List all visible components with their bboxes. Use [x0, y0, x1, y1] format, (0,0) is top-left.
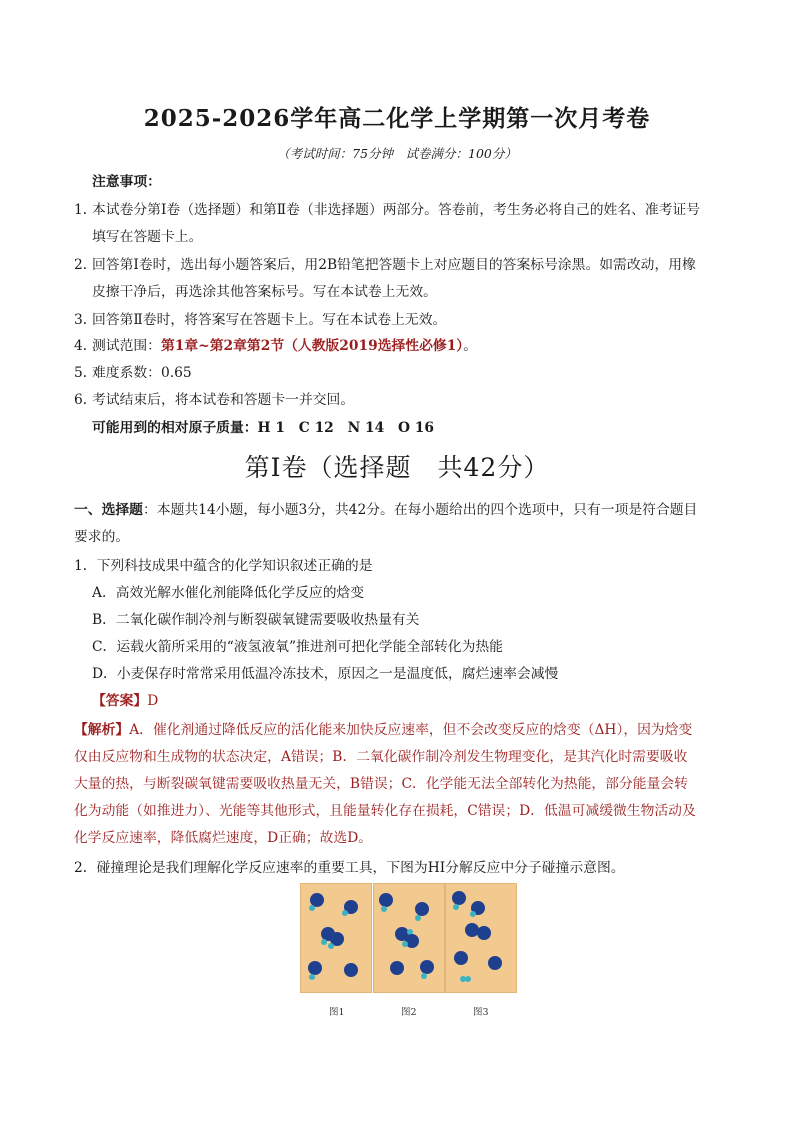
hi-molecule	[415, 902, 429, 921]
question-1-answer	[92, 691, 158, 711]
hi-molecule	[452, 891, 466, 910]
question-1-option-d: D．小麦保存时常常采用低温冷冻技术，原因之一是温度低，腐烂速率会减慢	[92, 666, 559, 682]
notice-2-number: 2．	[74, 257, 97, 273]
hi-molecule	[488, 956, 502, 970]
collision-figure-2	[373, 883, 445, 993]
notice-2-line-1: 回答第Ⅰ卷时，选出每小题答案后，用2B铅笔把答题卡上对应题目的答案标号涂黑。如需改动，用橡	[92, 257, 696, 273]
collision-figure-3	[445, 883, 517, 993]
question-1-stem: 1．下列科技成果中蕴含的化学知识叙述正确的是	[74, 558, 373, 574]
section-intro-line-1	[74, 500, 697, 520]
notice-3-line-1: 回答第Ⅱ卷时，将答案写在答题卡上。写在本试卷上无效。	[92, 312, 447, 328]
question-1-option-b: B．二氧化碳作制冷剂与断裂碳氧键需要吸收热量有关	[92, 612, 420, 628]
hi-molecule	[344, 963, 358, 977]
section-intro-label: 一、选择题	[74, 502, 143, 518]
answer-label: 【答案】	[92, 693, 148, 709]
section-title: 第Ⅰ卷（选择题 共42分）	[244, 453, 550, 482]
h2-molecule	[460, 976, 471, 982]
figure-3-molecules	[446, 884, 516, 992]
hi-molecule	[420, 960, 434, 979]
hi-molecule	[308, 961, 322, 980]
test-scope-value: 第1章~第2章第2节（人教版2019选择性必修1）	[160, 338, 464, 354]
exam-subtitle: （考试时间：75分钟 试卷满分：100分）	[277, 146, 517, 161]
figure-2-caption: 图2	[401, 1007, 417, 1018]
notice-6-number: 6．	[74, 392, 97, 408]
figure-3-caption: 图3	[473, 1007, 489, 1018]
analysis-line-5: 化学反应速率，降低腐烂速度，D正确；故选D。	[74, 830, 373, 846]
notice-6-line-1: 考试结束后，将本试卷和答题卡一并交回。	[92, 392, 355, 408]
test-scope-suffix: 。	[463, 338, 477, 354]
notice-4-line	[92, 336, 477, 356]
notice-4-number: 4．	[74, 338, 97, 354]
notice-1-line-1: 本试卷分第Ⅰ卷（选择题）和第Ⅱ卷（非选择题）两部分。答卷前，考生务必将自己的姓名、准考证号	[92, 202, 701, 218]
collision-figure-1	[300, 883, 372, 993]
analysis-text-1: A．催化剂通过降低反应的活化能来加快反应速率，但不会改变反应的焓变（ΔH），因为焓变	[129, 722, 693, 738]
atomic-masses: 可能用到的相对原子质量：H 1 C 12 N 14 O 16	[92, 420, 435, 436]
question-1-option-a: A．高效光解水催化剂能降低化学反应的焓变	[92, 585, 365, 601]
answer-value: D	[147, 693, 159, 709]
hi-molecule	[465, 923, 479, 937]
analysis-line-3: 大量的热，与断裂碳氧键需要吸收热量无关，B错误；C．化学能无法全部转化为热能，部分能量会转	[74, 776, 688, 792]
figure-1-molecules	[301, 884, 371, 992]
analysis-line-4: 化为动能（如推进力）、光能等其他形式，且能量转化存在损耗，C错误；D．低温可减缓微生物活动及	[74, 803, 696, 819]
hi-molecule	[470, 901, 485, 917]
notice-5-line-1: 难度系数：0.65	[92, 365, 192, 381]
exam-title: 2025-2026学年高二化学上学期第一次月考卷	[143, 105, 651, 132]
section-intro-line-2: 要求的。	[74, 529, 130, 545]
notice-2-line-2: 皮擦干净后，再选涂其他答案标号。写在本试卷上无效。	[92, 284, 437, 300]
question-1-option-c: C．运载火箭所采用的“液氢液氧”推进剂可把化学能全部转化为热能	[92, 639, 503, 655]
figure-2-molecules	[374, 884, 444, 992]
analysis-line-2: 仅由反应物和生成物的状态决定，A错误；B．二氧化碳作制冷剂发生物理变化，是其汽化时需要吸收	[74, 749, 688, 765]
analysis-label: 【解析】	[74, 722, 130, 738]
hi-molecule	[454, 951, 468, 965]
section-intro-text: ：本题共14小题，每小题3分，共42分。在每小题给出的四个选项中，只有一项是符合题目	[142, 502, 698, 518]
analysis-line-1	[74, 720, 692, 740]
question-2-stem: 2．碰撞理论是我们理解化学反应速率的重要工具，下图为HI分解反应中分子碰撞示意图。	[74, 860, 625, 876]
test-scope-label: 测试范围：	[92, 338, 161, 354]
hi-molecule	[309, 893, 324, 911]
notice-1-line-2: 填写在答题卡上。	[92, 229, 203, 245]
notice-1-number: 1．	[74, 202, 97, 218]
hi-molecule	[390, 961, 404, 975]
hi-molecule	[342, 900, 358, 916]
hi-molecule	[379, 893, 393, 912]
notice-3-number: 3．	[74, 312, 97, 328]
notice-heading: 注意事项：	[92, 174, 161, 190]
notice-5-number: 5．	[74, 365, 97, 381]
figure-1-caption: 图1	[329, 1007, 345, 1018]
hi-molecule	[477, 926, 491, 940]
